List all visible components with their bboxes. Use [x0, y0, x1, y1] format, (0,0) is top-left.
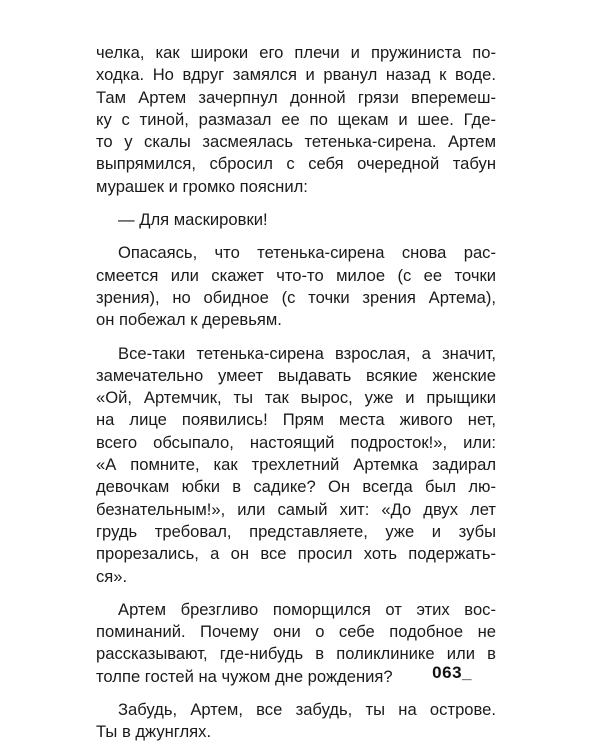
text-line: мурашек и громко пояснил: [96, 176, 308, 196]
text-line: ку с тиной, размазал ее по щекам и шее. Где- [96, 109, 496, 129]
paragraph [96, 242, 496, 331]
paragraph [96, 42, 496, 198]
text-line: Все-таки тетенька-сирена взрослая, а значит, [118, 343, 496, 363]
text-line: то у скалы засмеялась тетенька-сирена. Артем [96, 132, 496, 152]
paragraph [96, 343, 496, 588]
text-line: толпе гостей на чужом дне рождения? [96, 666, 393, 686]
text-line: — Для маскировки! [118, 210, 268, 230]
text-line: «А помните, как трехлетний Артемка задирал [96, 455, 496, 475]
text-line: прорезались, а он все просил хоть подержать- [96, 544, 496, 564]
text-line: выпрямился, сбросил с себя очередной табун [96, 154, 496, 174]
text-line: ся». [96, 566, 128, 586]
paragraph [96, 209, 496, 231]
text-line: Опасаясь, что тетенька-сирена снова рас- [118, 243, 496, 263]
text-line: рассказывают, где-нибудь в поликлинике или в [96, 644, 496, 664]
text-line: грудь требовал, представляете, уже и зубы [96, 521, 496, 541]
text-line: Забудь, Артем, все забудь, ты на острове. [118, 700, 496, 720]
text-line: Там Артем зачерпнул донной грязи вперемеш- [96, 87, 496, 107]
text-line: безнательным!», или самый хит: «До двух лет [96, 499, 496, 519]
text-line: девочкам юбки в садике? Он всегда был лю- [96, 477, 496, 497]
text-line: на лице появились! Прям места живого нет, [96, 410, 496, 430]
text-line: «Ой, Артемчик, ты так вырос, уже и прыщики [96, 388, 496, 408]
paragraph [96, 699, 496, 744]
text-line: всего обсыпало, настоящий подросток!», или: [96, 432, 496, 452]
body-text [96, 42, 496, 744]
text-line: Ты в джунглях. [96, 722, 212, 742]
text-line: он побежал к деревьям. [96, 310, 282, 330]
text-line: челка, как широки его плечи и пружиниста по- [96, 43, 496, 62]
text-line: Артем брезгливо поморщился от этих вос- [118, 599, 496, 619]
text-line: смеется или скажет что-то милое (с ее точки [96, 265, 496, 285]
page-number: 063_ [432, 663, 472, 682]
text-line: замечательно умеет выдавать всякие женские [96, 365, 496, 385]
text-line: зрения), но обидное (с точки зрения Артема), [96, 287, 496, 307]
text-line: ходка. Но вдруг замялся и рванул назад к воде. [96, 65, 496, 85]
text-line: поминаний. Почему они о себе подобное не [96, 622, 496, 642]
